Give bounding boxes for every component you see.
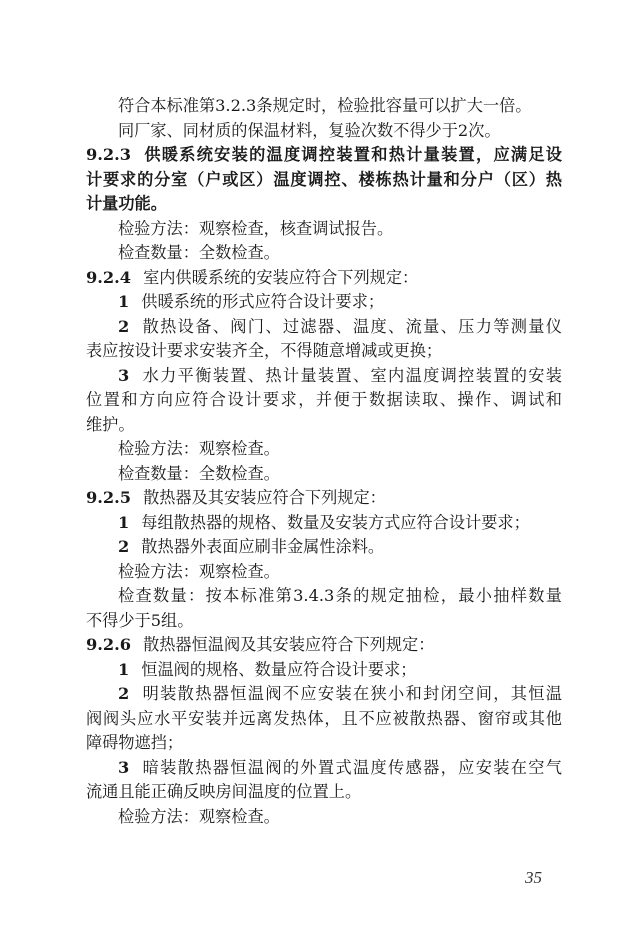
inspection-quantity-continuation: 不得少于5组。 bbox=[86, 610, 194, 630]
list-item: 3 暗装散热器恒温阀的外置式温度传感器，应安装在空气 bbox=[118, 757, 562, 777]
clause-9-2-4-heading: 9.2.4 室内供暖系统的安装应符合下列规定： bbox=[86, 267, 419, 287]
list-item: 2 散热器外表面应刷非金属性涂料。 bbox=[118, 537, 385, 556]
inspection-quantity: 检查数量：全数检查。 bbox=[118, 243, 280, 262]
list-item-continuation: 表应按设计要求安装齐全，不得随意增减或更换； bbox=[86, 341, 443, 360]
list-item: 3 水力平衡装置、热计量装置、室内温度调控装置的安装 bbox=[118, 365, 562, 385]
list-item: 1 每组散热器的规格、数量及安装方式应符合设计要求； bbox=[118, 512, 530, 532]
paragraph-line: 同厂家、同材质的保温材料，复验次数不得少于2次。 bbox=[118, 120, 501, 140]
list-item-continuation: 障碍物遮挡； bbox=[86, 733, 184, 752]
page-number: 35 bbox=[525, 868, 542, 887]
clause-9-2-3-line: 计量功能。 bbox=[86, 194, 167, 213]
clause-9-2-6-heading: 9.2.6 散热器恒温阀及其安装应符合下列规定： bbox=[86, 635, 435, 654]
inspection-method: 检验方法：观察检查。 bbox=[118, 561, 280, 581]
list-item-continuation: 维护。 bbox=[86, 414, 135, 434]
document-body bbox=[86, 94, 562, 829]
list-item: 1 供暖系统的形式应符合设计要求； bbox=[118, 292, 385, 311]
inspection-method: 检验方法：观察检查，核查调试报告。 bbox=[118, 218, 394, 238]
clause-9-2-5-heading: 9.2.5 散热器及其安装应符合下列规定： bbox=[86, 488, 386, 507]
inspection-quantity: 检查数量：按本标准第3.4.3条的规定抽检，最小抽样数量 bbox=[118, 586, 562, 605]
inspection-method: 检验方法：观察检查。 bbox=[118, 806, 280, 826]
list-item-continuation: 流通且能正确反映房间温度的位置上。 bbox=[86, 782, 362, 801]
list-item-continuation: 位置和方向应符合设计要求，并便于数据读取、操作、调试和 bbox=[86, 390, 562, 409]
list-item: 2 明装散热器恒温阀不应安装在狭小和封闭空间，其恒温 bbox=[118, 684, 562, 703]
list-item-continuation: 阀阀头应水平安装并远离发热体，且不应被散热器、窗帘或其他 bbox=[86, 708, 562, 728]
list-item: 2 散热设备、阀门、过滤器、温度、流量、压力等测量仪 bbox=[118, 316, 562, 336]
clause-9-2-3-line: 9.2.3 供暖系统安装的温度调控装置和热计量装置，应满足设 bbox=[86, 145, 562, 164]
inspection-method: 检验方法：观察检查。 bbox=[118, 439, 280, 458]
clause-9-2-3-line: 计要求的分室（户或区）温度调控、楼栋热计量和分户（区）热 bbox=[86, 169, 562, 189]
paragraph-line: 符合本标准第3.2.3条规定时，检验批容量可以扩大一倍。 bbox=[118, 96, 532, 115]
inspection-quantity: 检查数量：全数检查。 bbox=[118, 463, 280, 483]
list-item: 1 恒温阀的规格、数量应符合设计要求； bbox=[118, 659, 417, 679]
